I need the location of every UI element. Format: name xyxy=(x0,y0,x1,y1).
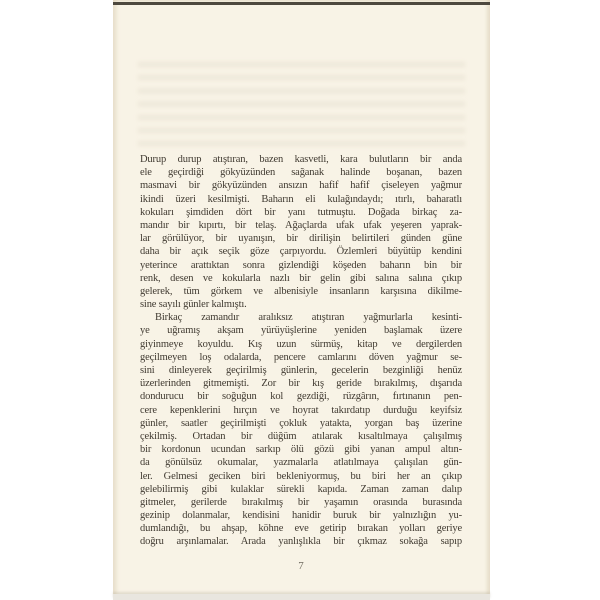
text-line: daha bir açık seçik göze çarpıyordu. Özlemleri büyütüp kendini xyxy=(140,246,462,258)
text-line: mandır bir kıpırtı, bir telaş. Ağaçlarda ufak ufak yeşeren yaprak- xyxy=(140,219,462,231)
text-line: günler, saatler geçirilmişti çokluk yatakta, yorgan baş üzerine xyxy=(140,417,462,429)
text-line: yeterince arattıktan sonra gizlendiği köşeden baharın bin bir xyxy=(140,259,462,271)
text-line: Birkaç zamandır aralıksız atıştıran yağmurlarla kesinti- xyxy=(155,312,462,324)
page-bottom-edge xyxy=(113,594,490,600)
text-line: ele geçirdiği gökyüzünden sağanak halinde boşanan, bazen xyxy=(140,167,462,179)
text-line: dondurucu bir soğuğun kol gezdiği, rüzgârın, fırtınanın pen- xyxy=(140,391,462,403)
reverse-side-show-through xyxy=(138,62,465,150)
text-line: cere kepenklerini hırçın ve hoyrat takırdatıp durduğu keyifsiz xyxy=(140,404,462,416)
text-line: sine sayılı günler kalmıştı. xyxy=(140,299,247,311)
text-line: renk, desen ve kokularla nazlı bir gelin gibi salına salına çıkıp xyxy=(140,272,462,284)
page-number: 7 xyxy=(298,560,304,572)
text-line: doğru arşınlamalar. Arada yanlışlıkla bir çıkmaz sokağa sapıp xyxy=(140,536,462,548)
text-line: dumlandığı, bu ahşap, köhne eve getirip bırakan yolları geriye xyxy=(140,523,462,535)
text-line: kokuları şimdiden dört bir yanı tutmuştu. Doğada birkaç za- xyxy=(140,206,462,218)
text-line: sini dinleyerek geçirilmiş günlerin, gecelerin bezginliği henüz xyxy=(140,365,462,376)
text-line: üzerlerinden gitmemişti. Zor bir kış geride bırakılmış, dışarıda xyxy=(140,378,462,390)
book-page xyxy=(113,0,490,600)
text-line: gelebilirmiş gibi kulaklar sürekli kapıda. Zaman zaman dalıp xyxy=(140,483,462,495)
text-line: lar görülüyor, bir uyanışın, bir dirilişin belirtileri günden güne xyxy=(140,233,462,245)
paragraph-2 xyxy=(140,311,462,548)
text-line: gezinip dolanmalar, kendisini hanidir buruk bir yalnızlığın yu- xyxy=(140,510,462,522)
text-line: gitmeler, gerilerde bırakılmış bir yaşamın orasında burasında xyxy=(140,496,462,508)
text-line: Durup durup atıştıran, bazen kasvetli, kara bulutların bir anda xyxy=(140,154,462,165)
text-line: bir kordonun ucundan sarkıp ölü gözü gibi yanan ampul altın- xyxy=(140,444,462,456)
text-line: gelerek, tüm görkem ve albenisiyle insanların karşısına dikilme- xyxy=(140,285,462,297)
text-line: geçilmeyen loş odalarda, pencere camlarını döven yağmur se- xyxy=(140,351,462,363)
page-top-edge xyxy=(113,2,490,5)
text-line: ikindi üzeri kesilmişti. Baharın eli kulağındaydı; ıtırlı, baharatlı xyxy=(140,193,462,205)
text-line: çekilmiş. Ortadan bir düğüm atılarak kısaltılmaya çalışılmış xyxy=(140,430,462,442)
page-text-block xyxy=(140,153,462,549)
text-line: masmavi bir gökyüzünden ansızın hafif hafif çiseleyen yağmur xyxy=(140,180,462,192)
paragraph-1 xyxy=(140,153,462,311)
text-line: ye uğramış akşam yürüyüşlerine yeniden başlamak üzere xyxy=(140,325,462,337)
text-line: ler. Gelmesi geciken biri bekleniyormuş, bu biri her an çıkıp xyxy=(140,470,462,482)
text-line: da gönülsüz okumalar, yazmalarla atlatılmaya çalışılan gün- xyxy=(140,457,462,469)
text-line: giyinmeye koyuldu. Kış uzun sürmüş, kitap ve dergilerden xyxy=(140,338,462,350)
